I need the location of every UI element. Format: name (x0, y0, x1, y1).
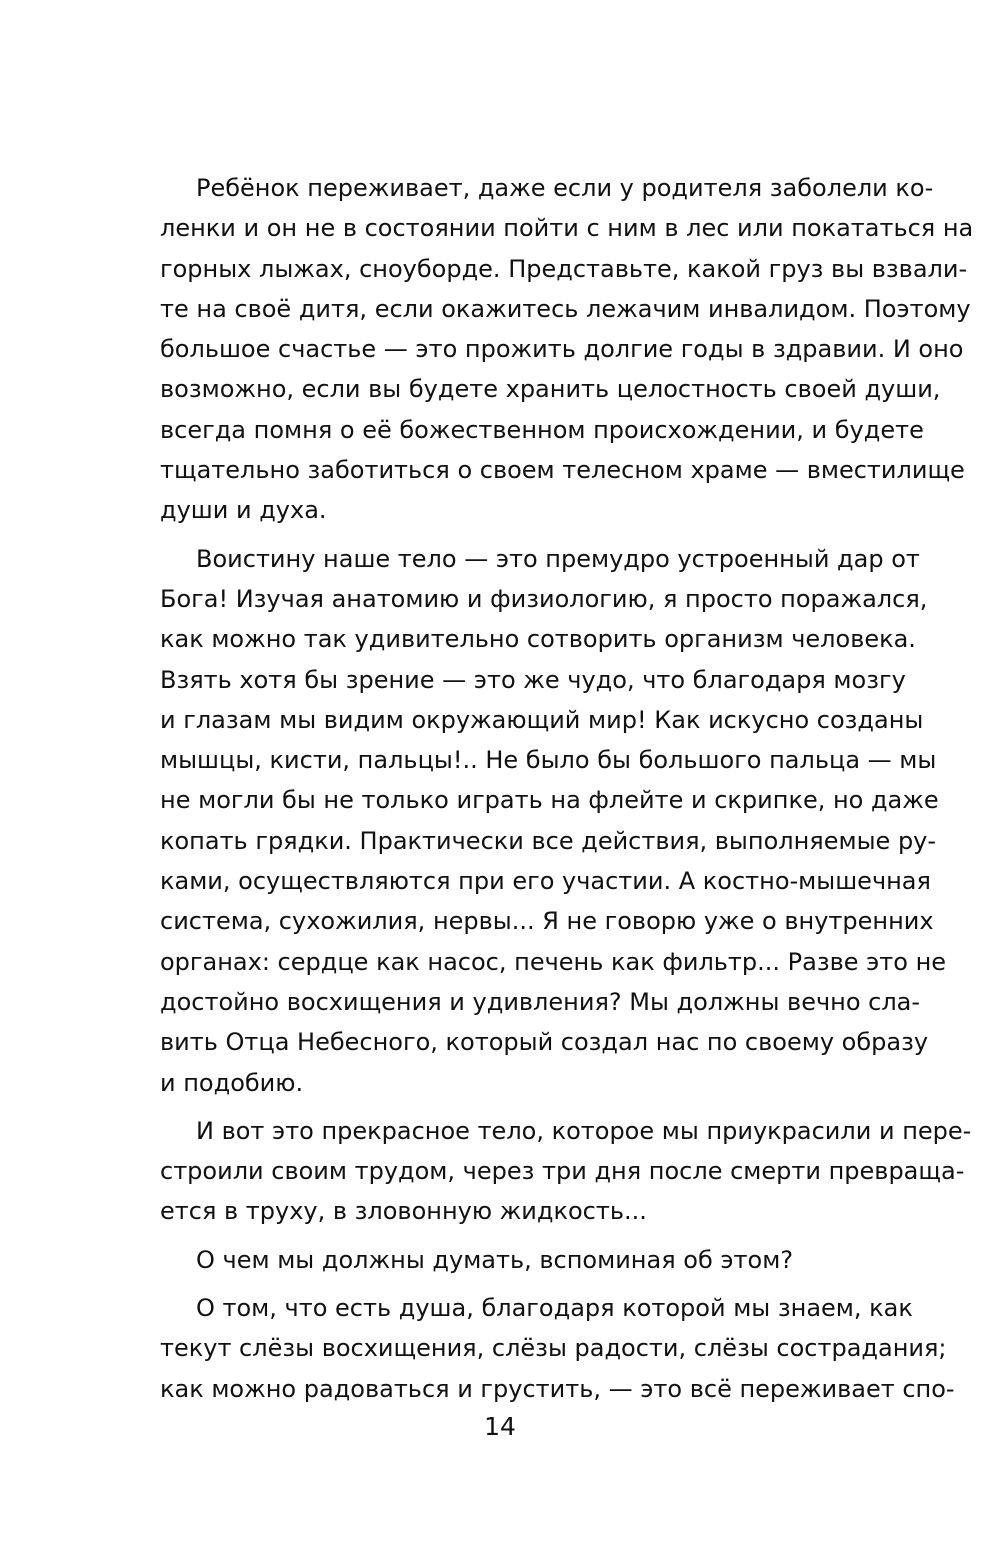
text-line: души и духа. (160, 496, 327, 525)
paragraph-gap (160, 1232, 875, 1240)
text-line: и подобию. (160, 1068, 304, 1097)
text-line: не могли бы не только играть на флейте и скрипке, но даже (160, 786, 939, 815)
text-line: достойно восхищения и удивления? Мы должны вечно сла- (160, 987, 921, 1016)
text-line: И вот это прекрасное тело, которое мы приукрасили и пере- (196, 1116, 972, 1145)
paragraph-gap (160, 531, 875, 539)
text-line: возможно, если вы будете хранить целостность своей души, (160, 375, 941, 404)
paragraph-2 (160, 539, 947, 1103)
text-line: тщательно заботиться о своем телесном храме — вместилище (160, 456, 965, 485)
text-line: как можно радоваться и грустить, — это всё переживает спо- (160, 1374, 955, 1403)
text-line: строили своим трудом, через три дня после смерти превраща- (160, 1157, 965, 1186)
text-line: всегда помня о её божественном происхождении, и будете (160, 415, 924, 444)
text-line: те на своё дитя, если окажитесь лежачим инвалидом. Поэтому (160, 294, 971, 323)
text-line: Взять хотя бы зрение — это же чудо, что благодаря мозгу (160, 665, 906, 694)
text-line: как можно так удивительно сотворить организм человека. (160, 625, 916, 654)
text-line: горных лыжах, сноуборде. Представьте, какой груз вы взвали- (160, 254, 968, 283)
paragraph-5 (160, 1288, 955, 1409)
text-line: копать грядки. Практически все действия, выполняемые ру- (160, 826, 937, 855)
text-line: ленки и он не в состоянии пойти с ним в лес или покататься на (160, 214, 974, 243)
page-number: 14 (484, 1412, 516, 1441)
text-line: система, сухожилия, нервы... Я не говорю уже о внутренних (160, 907, 934, 936)
text-line: ется в труху, в зловонную жидкость... (160, 1197, 647, 1226)
text-line: большое счастье — это прожить долгие годы в здравии. И оно (160, 335, 964, 364)
text-line: мышцы, кисти, пальцы!.. Не было бы большого пальца — мы (160, 746, 937, 775)
text-line: Бога! Изучая анатомию и физиологию, я просто поражался, (160, 584, 928, 613)
paragraph-4 (160, 1240, 875, 1280)
text-line: и глазам мы видим окружающий мир! Как искусно созданы (160, 705, 924, 734)
text-line: Ребёнок переживает, даже если у родителя заболели ко- (196, 174, 934, 202)
paragraph-1 (160, 168, 974, 531)
text-line: О том, что есть душа, благодаря которой мы знаем, как (196, 1294, 913, 1323)
text-line: вить Отца Небесного, который создал нас по своему образу (160, 1028, 929, 1057)
text-line: О чем мы должны думать, вспоминая об этом? (196, 1245, 794, 1274)
text-line: ками, осуществляются при его участии. А костно-мышечная (160, 867, 931, 896)
body-text (160, 168, 974, 1409)
paragraph-gap (160, 1280, 875, 1288)
text-line: текут слёзы восхищения, слёзы радости, слёзы сострадания; (160, 1334, 947, 1363)
paragraph-3 (160, 1111, 972, 1232)
text-line: Воистину наше тело — это премудро устроенный дар от (196, 544, 920, 573)
text-line: органах: сердце как насос, печень как фильтр... Разве это не (160, 947, 947, 976)
paragraph-gap (160, 1103, 875, 1111)
